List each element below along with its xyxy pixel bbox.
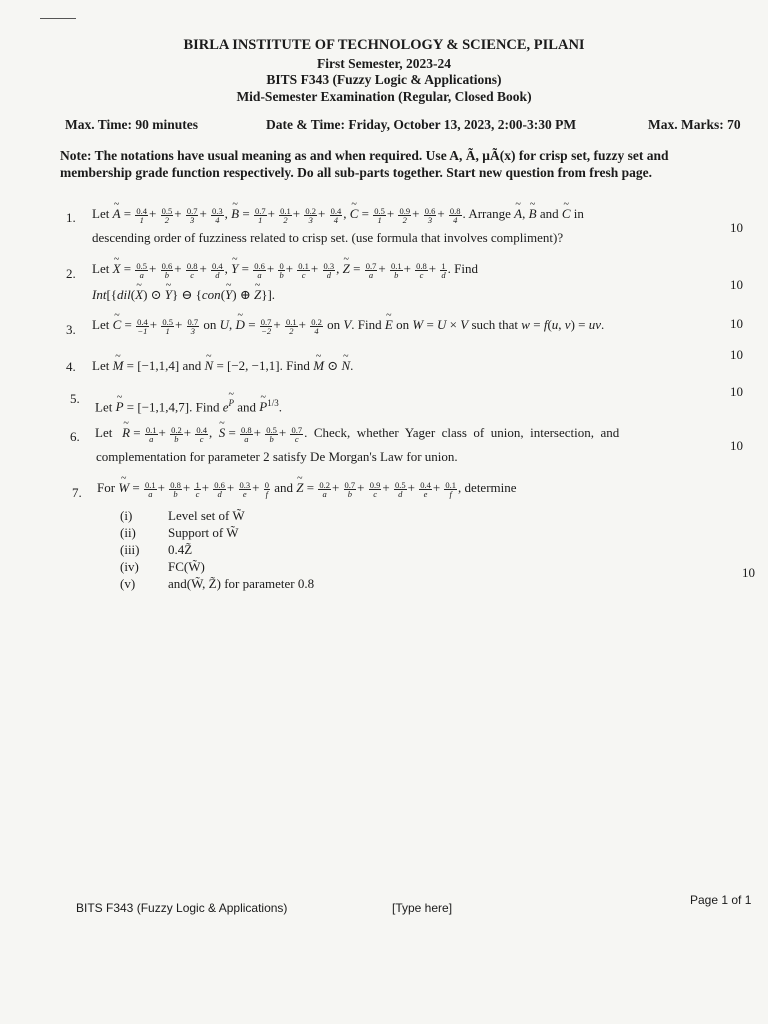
footer-course: BITS F343 (Fuzzy Logic & Applications) bbox=[76, 901, 288, 915]
q5-text: Let ~ P = [−1,1,4,7]. Find e~ $^P$ and ~ $P^{1/3}$. bbox=[95, 395, 282, 415]
q6-text-line2: complementation for parameter 2 satisfy De Morgan's Law for union. bbox=[96, 449, 458, 464]
q4-text: Let ~ M = [−1,1,4] and ~ N = [−2, −1,1]. Find ~ M ⊙ ~ N. bbox=[92, 357, 353, 374]
course-line: BITS F343 (Fuzzy Logic & Applications) bbox=[266, 72, 502, 87]
q5-marks: 10 bbox=[730, 384, 743, 399]
max-marks: Max. Marks: 70 bbox=[648, 117, 741, 132]
q3-marks: 10 bbox=[730, 316, 743, 331]
q7-part-label: (v) bbox=[120, 576, 136, 591]
q7-part-text: FC(W̃) bbox=[168, 559, 205, 574]
max-time: Max. Time: 90 minutes bbox=[65, 117, 198, 132]
q4-marks: 10 bbox=[730, 347, 743, 362]
note-text: Note: The notations have usual meaning as and when required. Use A, Ã, μÃ(x) for crisp set, fuzzy set and membership grade function respectively. Do all sub-parts together. Start new question from fresh page. bbox=[60, 148, 669, 180]
q3-number: 3. bbox=[66, 322, 76, 337]
scan-mark bbox=[40, 18, 76, 19]
q2-text-line2: Int[{dil(~ X) ⊙ ~ Y} ⊖ {con(~ Y) ⊕ ~ Z}]. bbox=[92, 286, 275, 303]
q7-part-text: and(W̃, Z̃) for parameter 0.8 bbox=[168, 576, 315, 591]
q1-number: 1. bbox=[66, 210, 76, 225]
q3-text: Let ~ C = $\frac{0.4}{-1}$ + $\frac{0.5}{1}$ + $\frac{0.7}{3}$ on U, ~ D = $\frac{0.7}{-2}$ + $\frac{0.1}{2}$ + $\frac{0.2}{4}$ on V. Find ~ E on W = U × V such that w = f(u, v) = uv. bbox=[92, 316, 722, 335]
q7-part-text: Support of W̃ bbox=[168, 525, 239, 540]
footer-placeholder: [Type here] bbox=[392, 901, 453, 915]
institute-title: BIRLA INSTITUTE OF TECHNOLOGY & SCIENCE, PILANI bbox=[183, 37, 585, 53]
exam-line: Mid-Semester Examination (Regular, Closed Book) bbox=[236, 89, 532, 104]
q7-part-text: 0.4Z̃ bbox=[168, 542, 193, 557]
q1-text-line2: descending order of fuzziness related to crisp set. (use formula that involves compliment)? bbox=[92, 230, 564, 245]
date-time: Date & Time: Friday, October 13, 2023, 2:00-3:30 PM bbox=[266, 117, 577, 132]
q7-marks: 10 bbox=[742, 565, 755, 580]
q6-number: 6. bbox=[70, 429, 80, 444]
q6-text: Let ~ R = $\frac{0.1}{a}$ + $\frac{0.2}{b}$ + $\frac{0.4}{c}$ , ~ S = $\frac{0.8}{a}$ + $\frac{0.5}{b}$ + $\frac{0.7}{c}$ . Check, whether Yager class of union, intersection, and bbox=[95, 424, 725, 443]
q7-part-text: Level set of W̃ bbox=[168, 508, 245, 523]
q7-part-label: (ii) bbox=[120, 525, 136, 540]
q7-part-label: (iii) bbox=[120, 542, 140, 557]
q7-part-label: (i) bbox=[120, 508, 133, 523]
q4-number: 4. bbox=[66, 359, 76, 374]
q1-marks: 10 bbox=[730, 220, 743, 235]
q2-number: 2. bbox=[66, 266, 76, 281]
q6-marks: 10 bbox=[730, 438, 743, 453]
q2-marks: 10 bbox=[730, 277, 743, 292]
q5-number: 5. bbox=[70, 391, 80, 406]
q7-part-label: (iv) bbox=[120, 559, 139, 574]
semester-line: First Semester, 2023-24 bbox=[316, 56, 452, 71]
q2-text: Let ~ X = $\frac{0.5}{a}$ + $\frac{0.6}{b}$ + $\frac{0.8}{c}$ + $\frac{0.4}{d}$ , ~ Y = $\frac{0.6}{a}$ + $\frac{0}{b}$ + $\frac{0.1}{c}$ + $\frac{0.3}{d}$ , ~ Z = $\frac{0.7}{a}$ + $\frac{0.1}{b}$ + $\frac{0.8}{c}$ + $\frac{1}{d}$ . Find bbox=[92, 260, 712, 279]
q7-number: 7. bbox=[72, 485, 82, 500]
q1-text: Let ~ A = $\frac{0.4}{1}$ + $\frac{0.5}{2}$ + $\frac{0.7}{3}$ + $\frac{0.3}{4}$ , ~ B = $\frac{0.7}{1}$ + $\frac{0.1}{2}$ + $\frac{0.2}{3}$ + $\frac{0.4}{4}$ , ~ C = $\frac{0.5}{1}$ + $\frac{0.9}{2}$ + $\frac{0.6}{3}$ + $\frac{0.8}{4}$ . Arrange ~ A, ~ B and ~ C in bbox=[92, 205, 732, 224]
footer-page-number: Page 1 of 1 bbox=[690, 893, 752, 907]
q7-text: For ~ W = $\frac{0.1}{a}$ + $\frac{0.8}{b}$ + $\frac{1}{c}$ + $\frac{0.6}{d}$ + $\frac{0.3}{e}$ + $\frac{0}{f}$ and ~ Z = $\frac{0.2}{a}$ + $\frac{0.7}{b}$ + $\frac{0.9}{c}$ + $\frac{0.5}{d}$ + $\frac{0.4}{e}$ + $\frac{0.1}{f}$ , determine bbox=[97, 479, 717, 498]
